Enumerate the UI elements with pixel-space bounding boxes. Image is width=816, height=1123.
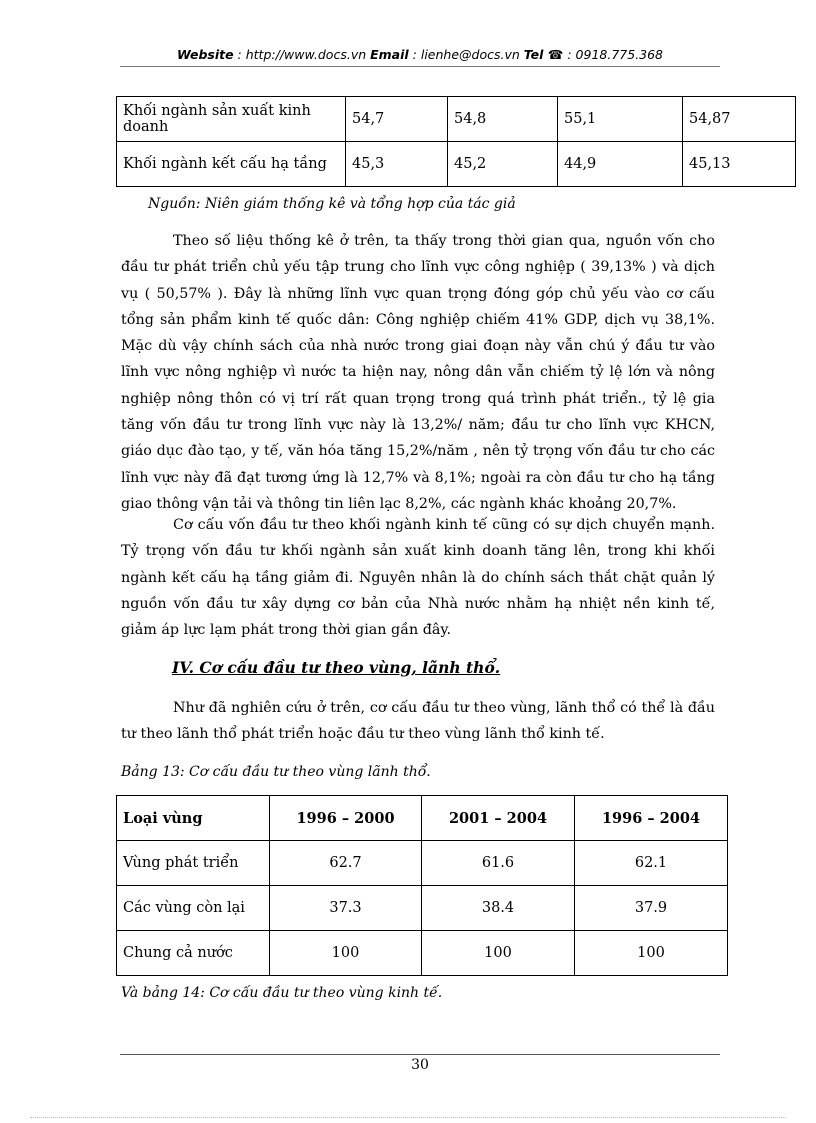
website-label: Website xyxy=(176,47,234,62)
table-cell: 61.6 xyxy=(422,841,575,886)
table-cell: 54,7 xyxy=(346,97,448,142)
table-cell: 62.7 xyxy=(270,841,422,886)
email-label: Email xyxy=(370,47,409,62)
header-divider xyxy=(120,66,720,67)
column-header: 1996 – 2004 xyxy=(575,796,728,841)
region-table xyxy=(116,795,728,976)
table-cell: 100 xyxy=(575,931,728,976)
website-value[interactable]: : http://www.docs.vn xyxy=(233,47,371,62)
table-row xyxy=(117,841,728,886)
source-note: Nguồn: Niên giám thống kê và tổng hợp của tác giả xyxy=(148,196,516,212)
table-row xyxy=(117,886,728,931)
section-heading: IV. Cơ cấu đầu tư theo vùng, lãnh thổ. xyxy=(172,658,501,677)
table-cell: Các vùng còn lại xyxy=(117,886,270,931)
paragraph-2: Cơ cấu vốn đầu tư theo khối ngành kinh tế cũng có sự dịch chuyển mạnh. Tỷ trọng vốn đầu tư khối ngành sản xuất kinh doanh tăng lên, trong khi khối ngành kết cấu hạ tầng giảm đi. Nguyên nhân là do chính sách thắt chặt quản lý nguồn vốn đầu tư xây dựng cơ bản của Nhà nước nhằm hạ nhiệt nền kinh tế, giảm áp lực lạm phát trong thời gian gần đây. xyxy=(121,517,715,639)
table-row xyxy=(117,97,796,142)
tel-label: Tel ☎ xyxy=(523,47,564,62)
table-cell: Chung cả nước xyxy=(117,931,270,976)
table-caption-next: Và bảng 14: Cơ cấu đầu tư theo vùng kinh tế. xyxy=(121,985,443,1001)
table-cell: 54,8 xyxy=(448,97,558,142)
table-cell: Vùng phát triển xyxy=(117,841,270,886)
tel-value: : 0918.775.368 xyxy=(563,47,664,62)
table-cell: 62.1 xyxy=(575,841,728,886)
sector-table xyxy=(116,96,796,187)
column-header: 2001 – 2004 xyxy=(422,796,575,841)
footer-divider xyxy=(120,1054,720,1055)
page-number: 30 xyxy=(411,1057,429,1073)
table-cell: 100 xyxy=(270,931,422,976)
paragraph-1: Theo số liệu thống kê ở trên, ta thấy trong thời gian qua, nguồn vốn cho đầu tư phát triển chủ yếu tập trung cho lĩnh vực công nghiệp ( 39,13% ) và dịch vụ ( 50,57% ). Đây là những lĩnh vực quan trọng đóng góp chủ yếu vào cơ cấu tổng sản phẩm kinh tế quốc dân: Công nghiệp chiếm 41% GDP, dịch vụ 38,1%. Mặc dù vậy chính sách của nhà nước trong giai đoạn này vẫn chú ý đầu tư vào lĩnh vực nông nghiệp vì nước ta hiện nay, nông dân vẫn chiếm tỷ lệ lớn và nông nghiệp nông thôn có vị trí rất quan trọng trong quá trình phát triển., tỷ lệ gia tăng vốn đầu tư trong lĩnh vực này là 13,2%/ năm; đầu tư cho lĩnh vực KHCN, giáo dục đào tạo, y tế, văn hóa tăng 15,2%/năm , nên tỷ trọng vốn đầu tư cho các lĩnh vực này đã đạt tương ứng là 12,7% và 8,1%; ngoài ra còn đầu tư cho hạ tầng giao thông vận tải và thông tin liên lạc 8,2%, các ngành khác khoảng 20,7%. xyxy=(121,233,715,512)
table-cell: Khối ngành kết cấu hạ tầng xyxy=(117,142,346,187)
paragraph-3: Như đã nghiên cứu ở trên, cơ cấu đầu tư theo vùng, lãnh thổ có thể là đầu tư theo lãnh thổ phát triển hoặc đầu tư theo vùng lãnh thổ kinh tế. xyxy=(121,700,715,743)
table-cell: 37.9 xyxy=(575,886,728,931)
table-cell: 37.3 xyxy=(270,886,422,931)
page-header xyxy=(120,47,720,62)
table-row xyxy=(117,931,728,976)
table-header-row xyxy=(117,796,728,841)
table-cell: 55,1 xyxy=(558,97,683,142)
table-cell: 54,87 xyxy=(683,97,796,142)
table-cell: 45,2 xyxy=(448,142,558,187)
table-cell: Khối ngành sản xuất kinh doanh xyxy=(117,97,346,142)
table-cell: 45,13 xyxy=(683,142,796,187)
table-row xyxy=(117,142,796,187)
table-cell: 38.4 xyxy=(422,886,575,931)
page-edge-dots xyxy=(30,1117,786,1118)
column-header: 1996 – 2000 xyxy=(270,796,422,841)
table-cell: 45,3 xyxy=(346,142,448,187)
email-value[interactable]: : lienhe@docs.vn xyxy=(408,47,524,62)
column-header: Loại vùng xyxy=(117,796,270,841)
table-cell: 100 xyxy=(422,931,575,976)
table-caption: Bảng 13: Cơ cấu đầu tư theo vùng lãnh thổ. xyxy=(121,764,431,780)
table-cell: 44,9 xyxy=(558,142,683,187)
